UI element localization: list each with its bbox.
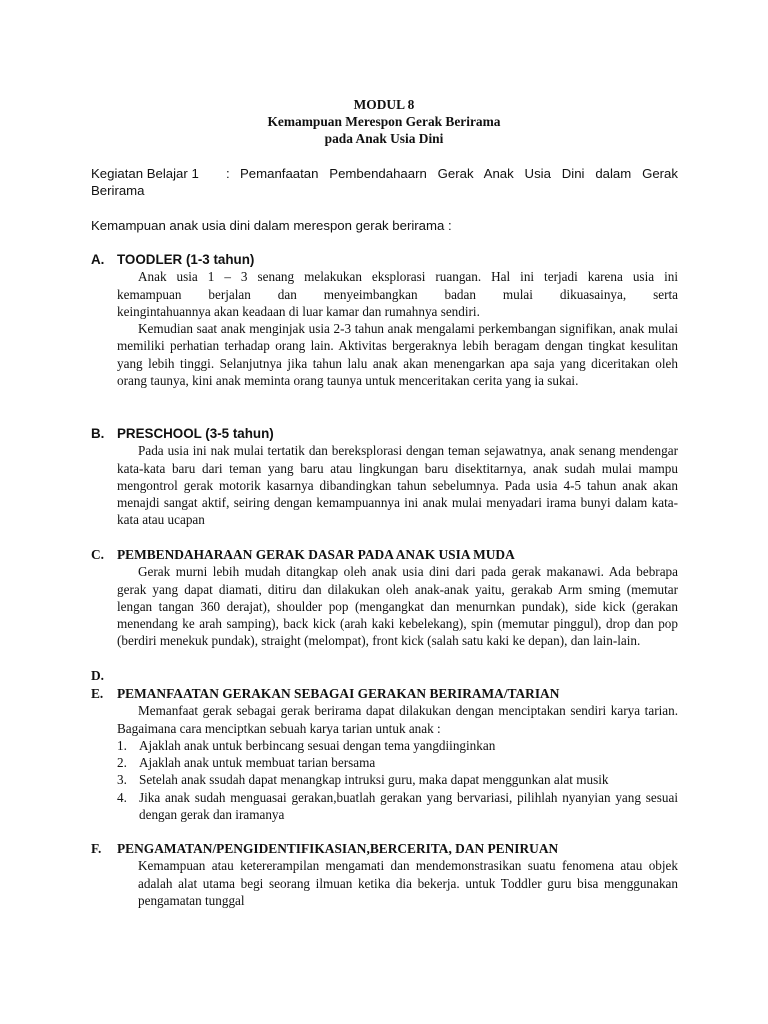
section-e-p1: Memanfaat gerak sebagai gerak berirama dapat dilakukan dengan menciptakan sendiri karya tarian. Bagaimana cara menciptkan sebuah karya tarian untuk anak :: [117, 703, 678, 736]
section-d-letter: D.: [91, 668, 105, 683]
intro-sentence: Kemampuan anak usia dini dalam merespon gerak berirama :: [91, 218, 452, 233]
section-a-p1-line3: keingintahuannya akan keadaan di luar kamar dan rumahnya sendiri.: [117, 303, 480, 319]
section-e-heading: PEMANFAATAN GERAKAN SEBAGAI GERAKAN BERIRAMA/TARIAN: [117, 686, 560, 701]
kegiatan-belajar: [91, 165, 678, 199]
section-a-letter: A.: [91, 252, 105, 267]
section-e: [91, 685, 678, 823]
section-a-heading: TOODLER (1-3 tahun): [117, 252, 255, 267]
list-item-text: Ajaklah anak untuk membuat tarian bersama: [139, 755, 376, 771]
section-f-letter: F.: [91, 841, 102, 856]
module-title: Kemampuan Merespon Gerak Berirama: [267, 114, 501, 129]
section-e-list: [91, 737, 678, 823]
section-b: [91, 425, 678, 529]
list-item-text: Jika anak sudah menguasai gerakan,buatlah gerakan yang bervariasi, pilihlah nyanyian yang sesuai dengan gerak dan iramanya: [139, 789, 678, 823]
section-b-p1: Pada usia ini nak mulai tertatik dan bereksplorasi dengan teman sejawatnya, anak senang mendengar kata-kata baru dari teman yang baru atau lingkungan baru disektitarnya, anak sudah mulai mampu mengontrol gerak motorik kasarnya dibandingkan tahun sebelumnya. Pada usia 4-5 tahun anak akan menajdi sangat aktif, seiring dengan kemampuannya ini anak mulai menyadari irama bunyi dalam kata-kata atau ucapan: [117, 443, 678, 528]
section-f-p1: Kemampuan atau ketererampilan mengamati dan mendemonstrasikan suatu fenomena atau objek adalah alat utama begi seorang ilmuan ketika dia bekerja. untuk Toddler guru bisa menggunakan pengamatan tunggal: [138, 858, 678, 908]
section-d: [91, 667, 678, 684]
section-b-heading: PRESCHOOL (3-5 tahun): [117, 426, 274, 441]
section-c-heading: PEMBENDAHARAAN GERAK DASAR PADA ANAK USIA MUDA: [117, 547, 515, 562]
list-item: [117, 789, 678, 824]
list-item-number: 1.: [117, 737, 127, 753]
list-item-number: 3.: [117, 772, 127, 788]
section-c-letter: C.: [91, 547, 105, 562]
list-item: [117, 737, 678, 754]
section-f: [91, 840, 678, 909]
kegiatan-colon: :: [226, 166, 230, 181]
list-item: [117, 754, 678, 771]
section-c: [91, 546, 678, 650]
section-a-p1-line2: kemampuan berjalan dan menyeimbangkan badan mulai dikuasainya, serta: [117, 286, 678, 302]
kegiatan-continuation: Berirama: [91, 183, 145, 198]
list-item-text: Setelah anak ssudah dapat menangkap intruksi guru, maka dapat menggunkan alat musik: [139, 772, 609, 788]
list-item-number: 4.: [117, 789, 127, 805]
list-item-number: 2.: [117, 755, 127, 771]
section-a: [91, 251, 678, 389]
section-a-p2: Kemudian saat anak menginjak usia 2-3 tahun anak mengalami perkembangan signifikan, anak mulai memiliki perhatian terhadap orang lain. Aktivitas bergeraknya lebih beragam dengan tingkat kesulitan yang lebih tinggi. Selanjutnya jika tahun lalu anak akan menengarkan apa saja yang diceritakan oleh orang taunya, kini anak meminta orang taunya untuk menceritakan cerita yang ia sukai.: [117, 321, 678, 389]
kegiatan-value: Pemanfaatan Pembendahaarn Gerak Anak Usia Dini dalam Gerak: [240, 166, 678, 181]
list-item-text: Ajaklah anak untuk berbincang sesuai dengan tema yangdiinginkan: [139, 737, 496, 753]
section-e-letter: E.: [91, 686, 104, 701]
section-c-p1: Gerak murni lebih mudah ditangkap oleh anak usia dini dari pada gerak makanawi. Ada bebrapa gerak yang dapat diamati, ditiru dan dilakukan oleh anak-anak yaitu, gerakab Arm sming (memutar lengan tangan 360 derajat), shoulder pop (mengangkat dan menurnkan pundak), side kick (gerakan menendang ke arah samping), back kick (arah kaki kebelekang), spin (memutar pinggul), drop dan pop (berdiri menekuk pundak), straight (melompat), front kick (salah satu kaki ke depan), dan lain-lain.: [117, 564, 678, 649]
section-f-heading: PENGAMATAN/PENGIDENTIFIKASIAN,BERCERITA, DAN PENIRUAN: [117, 841, 559, 856]
list-item: [117, 771, 678, 788]
kegiatan-label: Kegiatan Belajar 1: [91, 166, 199, 181]
module-subtitle: pada Anak Usia Dini: [324, 131, 444, 146]
module-number: MODUL 8: [353, 97, 415, 112]
section-a-p1-line1: Anak usia 1 – 3 senang melakukan eksplorasi ruangan. Hal ini terjadi karena usia ini: [138, 269, 678, 285]
module-title-block: [0, 96, 768, 147]
section-b-letter: B.: [91, 426, 105, 441]
